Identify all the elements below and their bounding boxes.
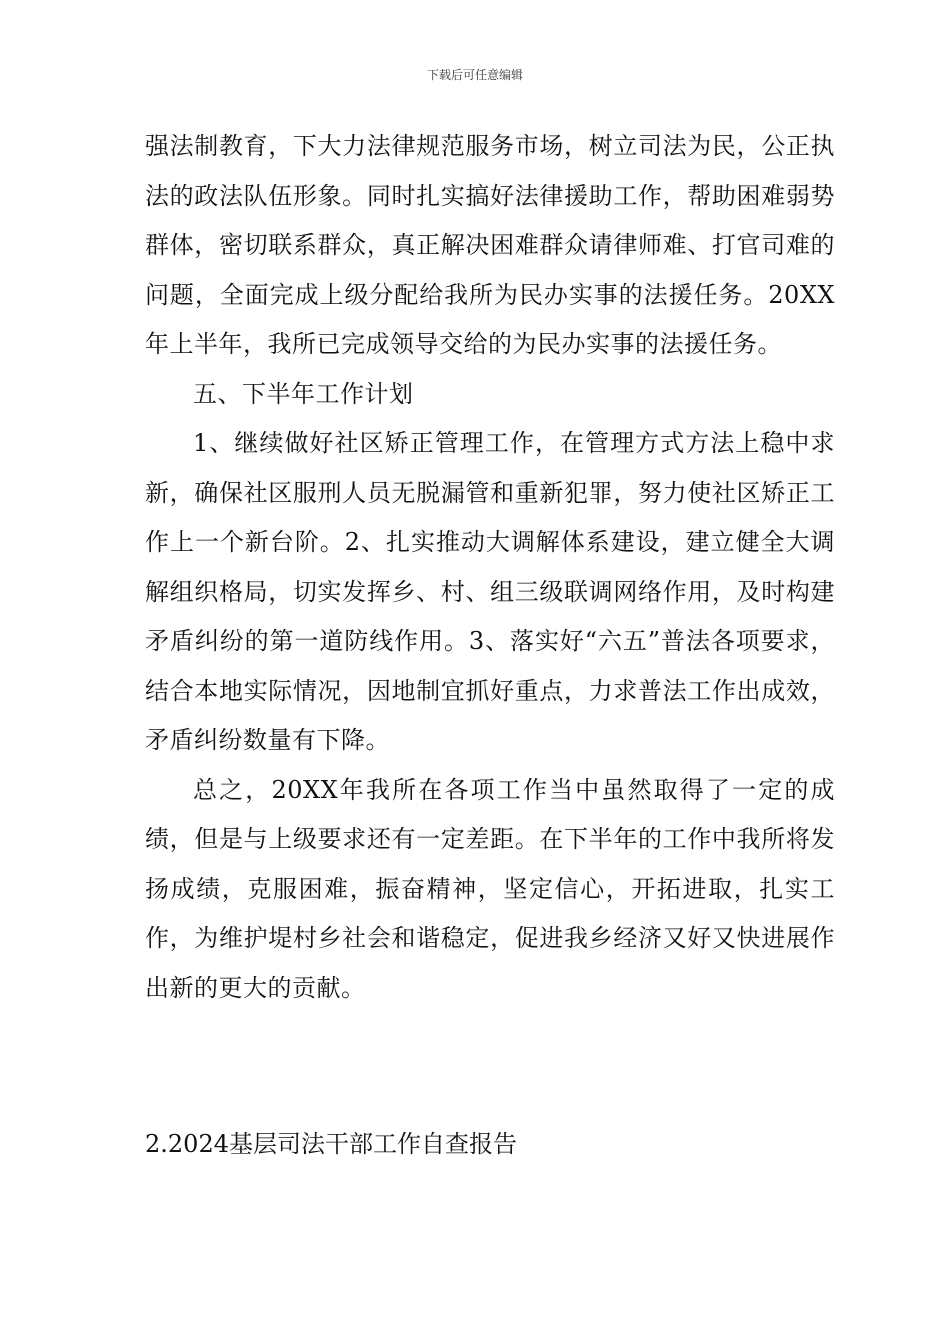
paragraph-intro: 强法制教育，下大力法律规范服务市场，树立司法为民，公正执法的政法队伍形象。同时扎实搞好法律援助工作，帮助困难弱势群体，密切联系群众，真正解决困难群众请律师难、打官司难的问题，全面完成上级分配给我所为民办实事的法援任务。20XX年上半年，我所已完成领导交给的为民办实事的法援任务。 xyxy=(145,132,835,358)
paragraph-summary: 总之，20XX年我所在各项工作当中虽然取得了一定的成绩，但是与上级要求还有一定差距。在下半年的工作中我所将发扬成绩，克服困难，振奋精神，坚定信心，开拓进取，扎实工作，为维护堤村乡社会和谐稳定，促进我乡经济又好又快进展作出新的更大的贡献。 xyxy=(145,775,835,1002)
header-note: 下载后可任意编辑 xyxy=(426,68,523,82)
document-body xyxy=(145,122,835,1013)
section-title: 2.2024基层司法干部工作自查报告 xyxy=(145,1130,517,1158)
heading-work-plan: 五、下半年工作计划 xyxy=(193,379,414,408)
paragraph-work-plan: 1、继续做好社区矫正管理工作，在管理方式方法上稳中求新，确保社区服刑人员无脱漏管和重新犯罪，努力使社区矫正工作上一个新台阶。2、扎实推动大调解体系建设，建立健全大调解组织格局，切实发挥乡、村、组三级联调网络作用，及时构建矛盾纠纷的第一道防线作用。3、落实好“六五”普法各项要求，结合本地实际情况，因地制宜抓好重点，力求普法工作出成效，矛盾纠纷数量有下降。 xyxy=(145,429,835,754)
